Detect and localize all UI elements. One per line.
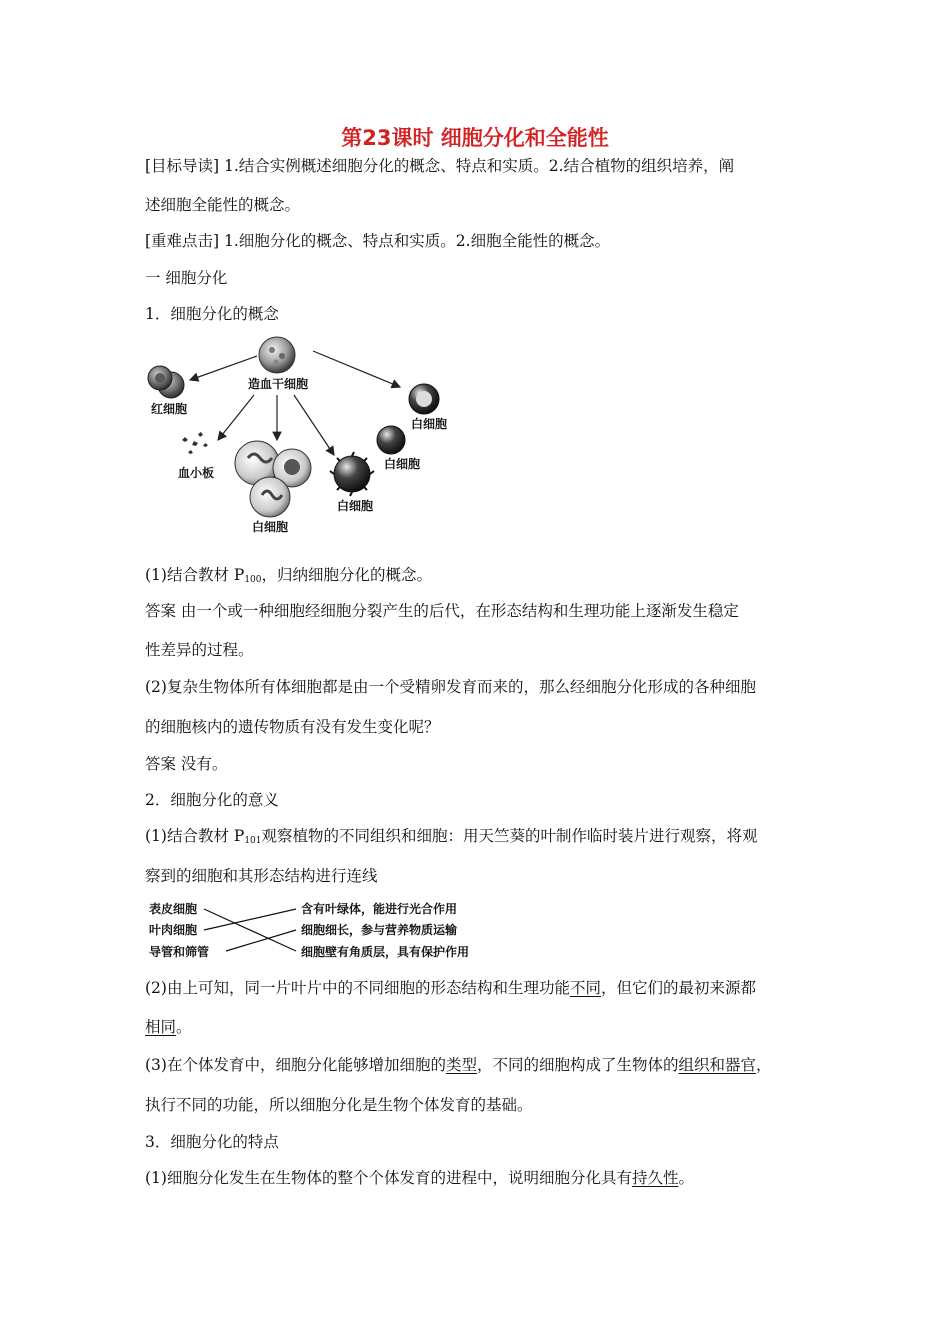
question-3-line-2: 察到的细胞和其形态结构进行连线 <box>145 867 378 885</box>
label-red-cell: 红细胞 <box>151 402 188 416</box>
paragraph-4-text-a: (1)细胞分化发生在生物体的整个个体发育的进程中，说明细胞分化具有 <box>145 1169 632 1187</box>
label-platelet: 血小板 <box>178 466 215 480</box>
answer-1-line-2: 性差异的过程。 <box>145 641 254 659</box>
paragraph-2 <box>145 976 756 998</box>
match-right-2: 细胞壁有角质层，具有保护作用 <box>301 945 470 959</box>
question-2-line-2: 的细胞核内的遗传物质有没有发生变化呢？ <box>145 718 440 736</box>
paragraph-2-text-b: ，但它们的最初来源都 <box>600 979 756 997</box>
paragraph-2-blank-2: 相同 <box>145 1018 177 1036</box>
answer-2: 答案 没有。 <box>145 755 228 773</box>
question-2-line-1: (2)复杂生物体所有体细胞都是由一个受精卵发育而来的，那么经细胞分化形成的各种细胞 <box>145 678 756 696</box>
match-left-2: 导管和筛管 <box>149 945 210 959</box>
paragraph-3-text-a: (3)在个体发育中，细胞分化能够增加细胞的 <box>145 1056 446 1074</box>
goals-line-2: 述细胞全能性的概念。 <box>145 196 301 214</box>
label-white-cell-right-2: 白细胞 <box>411 417 448 431</box>
paragraph-3-text-c: ， <box>756 1056 772 1074</box>
question-3-page: 101 <box>244 836 262 846</box>
key-points: [重难点击] 1.细胞分化的概念、特点和实质。2.细胞全能性的概念。 <box>145 232 611 250</box>
match-right-0: 含有叶绿体，能进行光合作用 <box>301 902 458 916</box>
answer-1-line-1: 答案 由一个或一种细胞经细胞分裂产生的后代，在形态结构和生理功能上逐渐发生稳定 <box>145 602 739 620</box>
question-1-prefix: (1)结合教材 P <box>145 566 245 584</box>
subheading-3: 3．细胞分化的特点 <box>145 1133 279 1151</box>
paragraph-3-blank-1: 类型 <box>445 1056 477 1074</box>
paragraph-4-blank-1: 持久性 <box>631 1169 679 1187</box>
match-lines <box>204 909 296 951</box>
question-3-prefix: (1)结合教材 P <box>145 827 245 845</box>
match-left-0: 表皮细胞 <box>149 902 198 916</box>
question-1-suffix: ，归纳细胞分化的概念。 <box>261 566 433 584</box>
label-stem-cell: 造血干细胞 <box>248 377 309 391</box>
subheading-2: 2．细胞分化的意义 <box>145 791 279 809</box>
paragraph-3-line-2: 执行不同的功能，所以细胞分化是生物个体发育的基础。 <box>145 1096 533 1114</box>
paragraph-2-text-a: (2)由上可知，同一片叶片中的不同细胞的形态结构和生理功能 <box>145 979 570 997</box>
subheading-1: 1．细胞分化的概念 <box>145 305 279 323</box>
match-left-1: 叶肉细胞 <box>149 923 198 937</box>
match-right-1: 细胞细长，参与营养物质运输 <box>301 923 458 937</box>
question-1-page: 100 <box>244 575 262 585</box>
section-heading: 一 细胞分化 <box>145 269 228 287</box>
label-white-cell-right-1: 白细胞 <box>384 457 421 471</box>
paragraph-4 <box>145 1166 694 1188</box>
label-white-cell-bottom: 白细胞 <box>252 520 289 534</box>
paragraph-3-blank-2: 组织和器官 <box>678 1056 757 1074</box>
goals-line-1: [目标导读] 1.结合实例概述细胞分化的概念、特点和实质。2.结合植物的组织培养，阐 <box>145 157 735 175</box>
paragraph-2-line-2 <box>145 1015 192 1037</box>
label-white-cell-mid: 白细胞 <box>337 499 374 513</box>
page-title: 第23课时 细胞分化和全能性 <box>341 126 609 150</box>
paragraph-4-text-b: 。 <box>678 1169 694 1187</box>
question-3-suffix: 观察植物的不同组织和细胞：用天竺葵的叶制作临时装片进行观察，将观 <box>261 827 758 845</box>
paragraph-2-blank-1: 不同 <box>569 979 601 997</box>
paragraph-3 <box>145 1053 772 1075</box>
paragraph-2-text-c: 。 <box>176 1018 192 1036</box>
paragraph-3-text-b: ，不同的细胞构成了生物体的 <box>476 1056 679 1074</box>
